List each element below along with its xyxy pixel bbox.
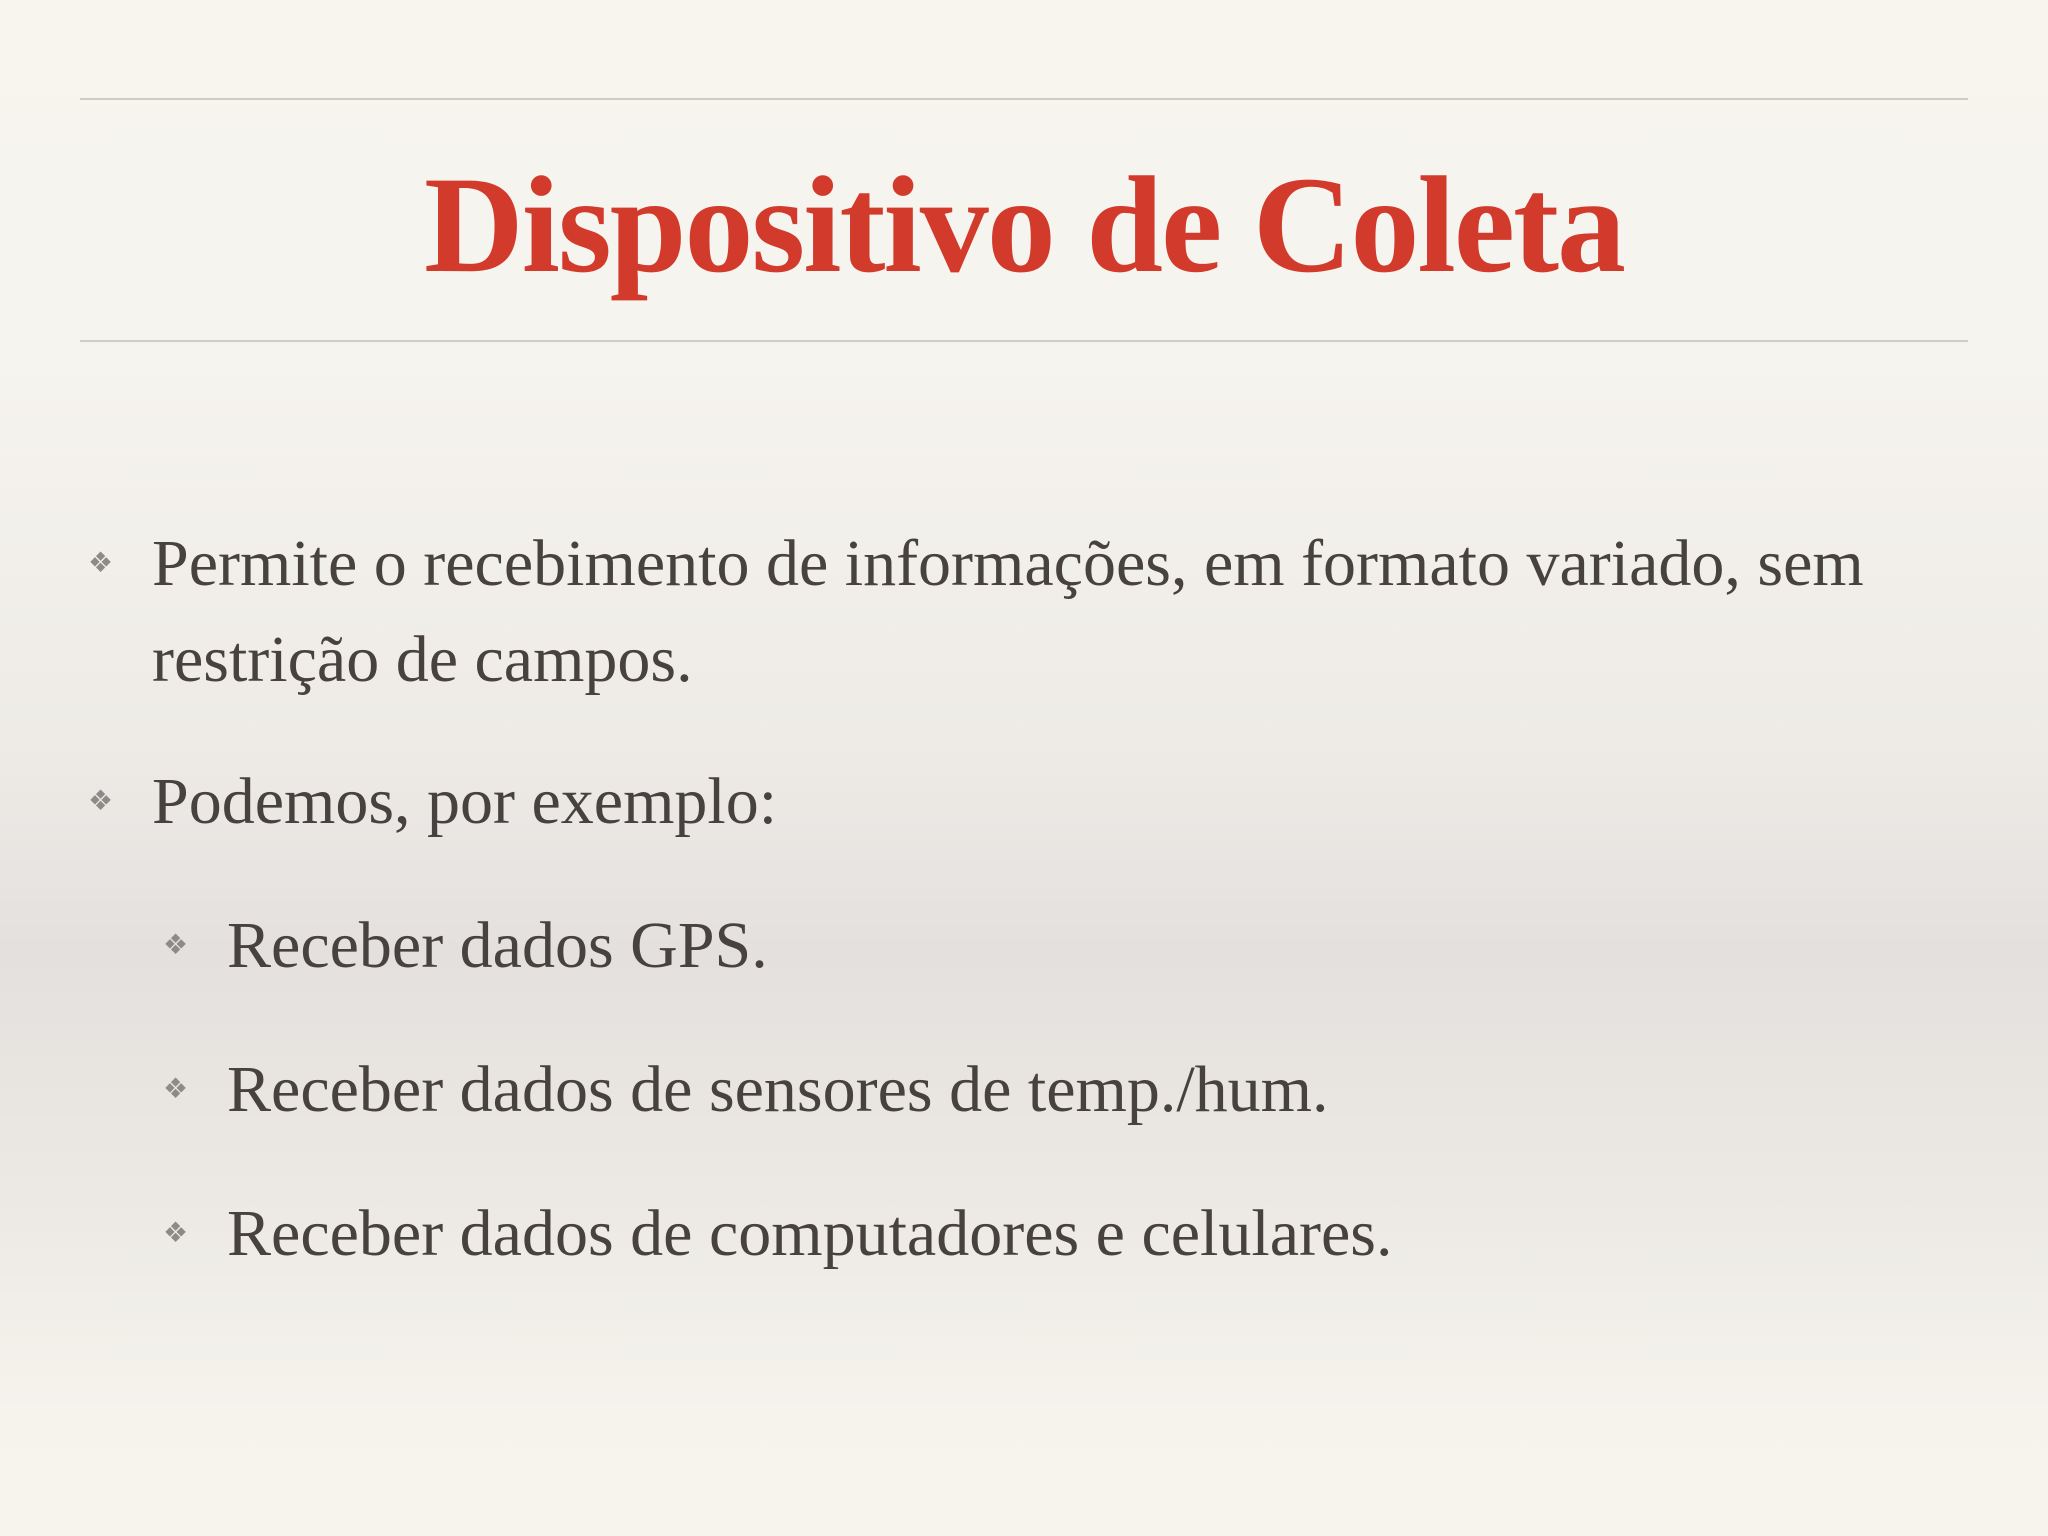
bullet-text: Permite o recebimento de informações, em formato variado, sem restrição de campos.: [152, 527, 1864, 696]
sub-bullet-text: Receber dados de sensores de temp./hum.: [227, 1053, 1329, 1126]
top-divider: [80, 98, 1968, 100]
bullet-item: [80, 516, 1900, 708]
sub-bullet-item: [155, 1042, 1955, 1138]
diamond-bullet-icon: ❖: [88, 548, 114, 579]
diamond-bullet-icon: ❖: [163, 1218, 189, 1249]
slide-title: Dispositivo de Coleta: [424, 148, 1624, 301]
sub-bullet-text: Receber dados de computadores e celulares.: [227, 1197, 1393, 1270]
sub-bullet-item: [155, 1186, 1955, 1282]
diamond-bullet-icon: ❖: [163, 930, 189, 961]
diamond-bullet-icon: ❖: [163, 1074, 189, 1105]
bullet-text: Podemos, por exemplo:: [152, 765, 778, 838]
diamond-bullet-icon: ❖: [88, 786, 114, 817]
bullet-item: [80, 754, 1900, 850]
title-divider: [80, 340, 1968, 342]
sub-bullet-item: [155, 898, 1955, 994]
sub-bullet-text: Receber dados GPS.: [227, 909, 768, 982]
